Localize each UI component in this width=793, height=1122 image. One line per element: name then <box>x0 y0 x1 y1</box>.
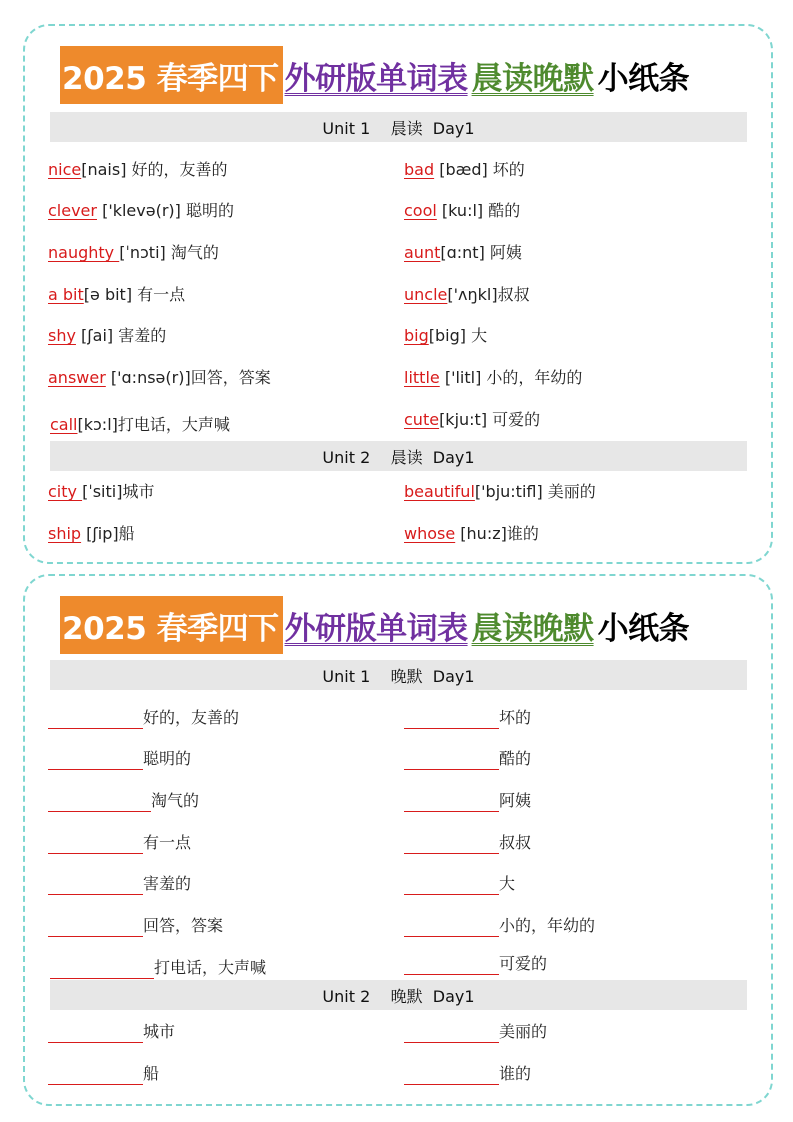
vocab-entry: cute[kju:t] 可爱的 <box>404 410 541 429</box>
vocab-entry: beautiful['bju:tifl] 美丽的 <box>404 482 596 501</box>
vocab-entry: uncle['ʌŋkl]叔叔 <box>404 285 530 304</box>
dictation-item: 船 <box>48 1063 159 1085</box>
dictation-item: 大 <box>404 873 515 895</box>
title-note: 小纸条 <box>597 610 690 647</box>
dictation-item: 打电话，大声喊 <box>50 957 266 979</box>
blank-line[interactable] <box>48 837 143 854</box>
dictation-item: 害羞的 <box>48 873 191 895</box>
title-year-term: 2025 春季四下 <box>60 596 283 654</box>
vocab-entry: naughty [ˈnɔti] 淘气的 <box>48 243 219 262</box>
evening-dictation-card <box>23 574 773 1106</box>
blank-line[interactable] <box>48 920 143 937</box>
unit2-evening-header: Unit 2 晚默 Day1 <box>50 980 747 1010</box>
vocab-entry: cool [ku:l] 酷的 <box>404 201 521 220</box>
blank-line[interactable] <box>404 958 499 975</box>
blank-line[interactable] <box>50 962 154 979</box>
blank-line[interactable] <box>404 712 499 729</box>
unit1-morning-header: Unit 1 晨读 Day1 <box>50 112 747 142</box>
dictation-item: 美丽的 <box>404 1021 547 1043</box>
title-read-recite: 晨读晚默 <box>471 60 594 97</box>
title-year-term: 2025 春季四下 <box>60 46 283 104</box>
dictation-item: 城市 <box>48 1021 175 1043</box>
blank-line[interactable] <box>404 878 499 895</box>
vocab-entry: a bit[ə bit] 有一点 <box>48 285 186 304</box>
blank-line[interactable] <box>48 712 143 729</box>
morning-reading-card <box>23 24 773 564</box>
dictation-item: 阿姨 <box>404 790 531 812</box>
blank-line[interactable] <box>404 837 499 854</box>
unit2-morning-header: Unit 2 晨读 Day1 <box>50 441 747 471</box>
blank-line[interactable] <box>404 1026 499 1043</box>
vocab-entry: ship [ʃip]船 <box>48 524 135 543</box>
unit1-evening-header: Unit 1 晚默 Day1 <box>50 660 747 690</box>
title-wordlist: 外研版单词表 <box>284 60 468 97</box>
dictation-item: 好的，友善的 <box>48 707 239 729</box>
dictation-item: 有一点 <box>48 832 191 854</box>
dictation-item: 聪明的 <box>48 748 191 770</box>
dictation-item: 叔叔 <box>404 832 531 854</box>
vocab-entry: aunt[ɑ:nt] 阿姨 <box>404 243 522 262</box>
dictation-item: 小的，年幼的 <box>404 915 595 937</box>
blank-line[interactable] <box>48 878 143 895</box>
dictation-item: 淘气的 <box>48 790 199 812</box>
blank-line[interactable] <box>48 1026 143 1043</box>
dictation-item: 可爱的 <box>404 953 547 975</box>
vocab-entry: nice[nais] 好的，友善的 <box>48 160 228 179</box>
card-title <box>60 596 691 654</box>
blank-line[interactable] <box>404 753 499 770</box>
title-read-recite: 晨读晚默 <box>471 610 594 647</box>
blank-line[interactable] <box>48 1068 143 1085</box>
title-note: 小纸条 <box>597 60 690 97</box>
card-title <box>60 46 691 104</box>
blank-line[interactable] <box>404 1068 499 1085</box>
vocab-entry: shy [ʃai] 害羞的 <box>48 326 167 345</box>
vocab-entry: whose [hu:z]谁的 <box>404 524 539 543</box>
title-wordlist: 外研版单词表 <box>284 610 468 647</box>
dictation-item: 回答，答案 <box>48 915 223 937</box>
blank-line[interactable] <box>404 795 499 812</box>
vocab-entry: call[kɔ:l]打电话，大声喊 <box>50 415 230 434</box>
dictation-item: 谁的 <box>404 1063 531 1085</box>
vocab-entry: clever ['klevə(r)] 聪明的 <box>48 201 234 220</box>
vocab-entry: city [ˈsiti]城市 <box>48 482 155 501</box>
dictation-item: 坏的 <box>404 707 531 729</box>
vocab-entry: bad [bæd] 坏的 <box>404 160 525 179</box>
blank-line[interactable] <box>404 920 499 937</box>
vocab-entry: little ['litl] 小的，年幼的 <box>404 368 583 387</box>
blank-line[interactable] <box>48 795 151 812</box>
dictation-item: 酷的 <box>404 748 531 770</box>
vocab-entry: big[big] 大 <box>404 326 488 345</box>
blank-line[interactable] <box>48 753 143 770</box>
vocab-entry: answer ['ɑ:nsə(r)]回答，答案 <box>48 368 271 387</box>
